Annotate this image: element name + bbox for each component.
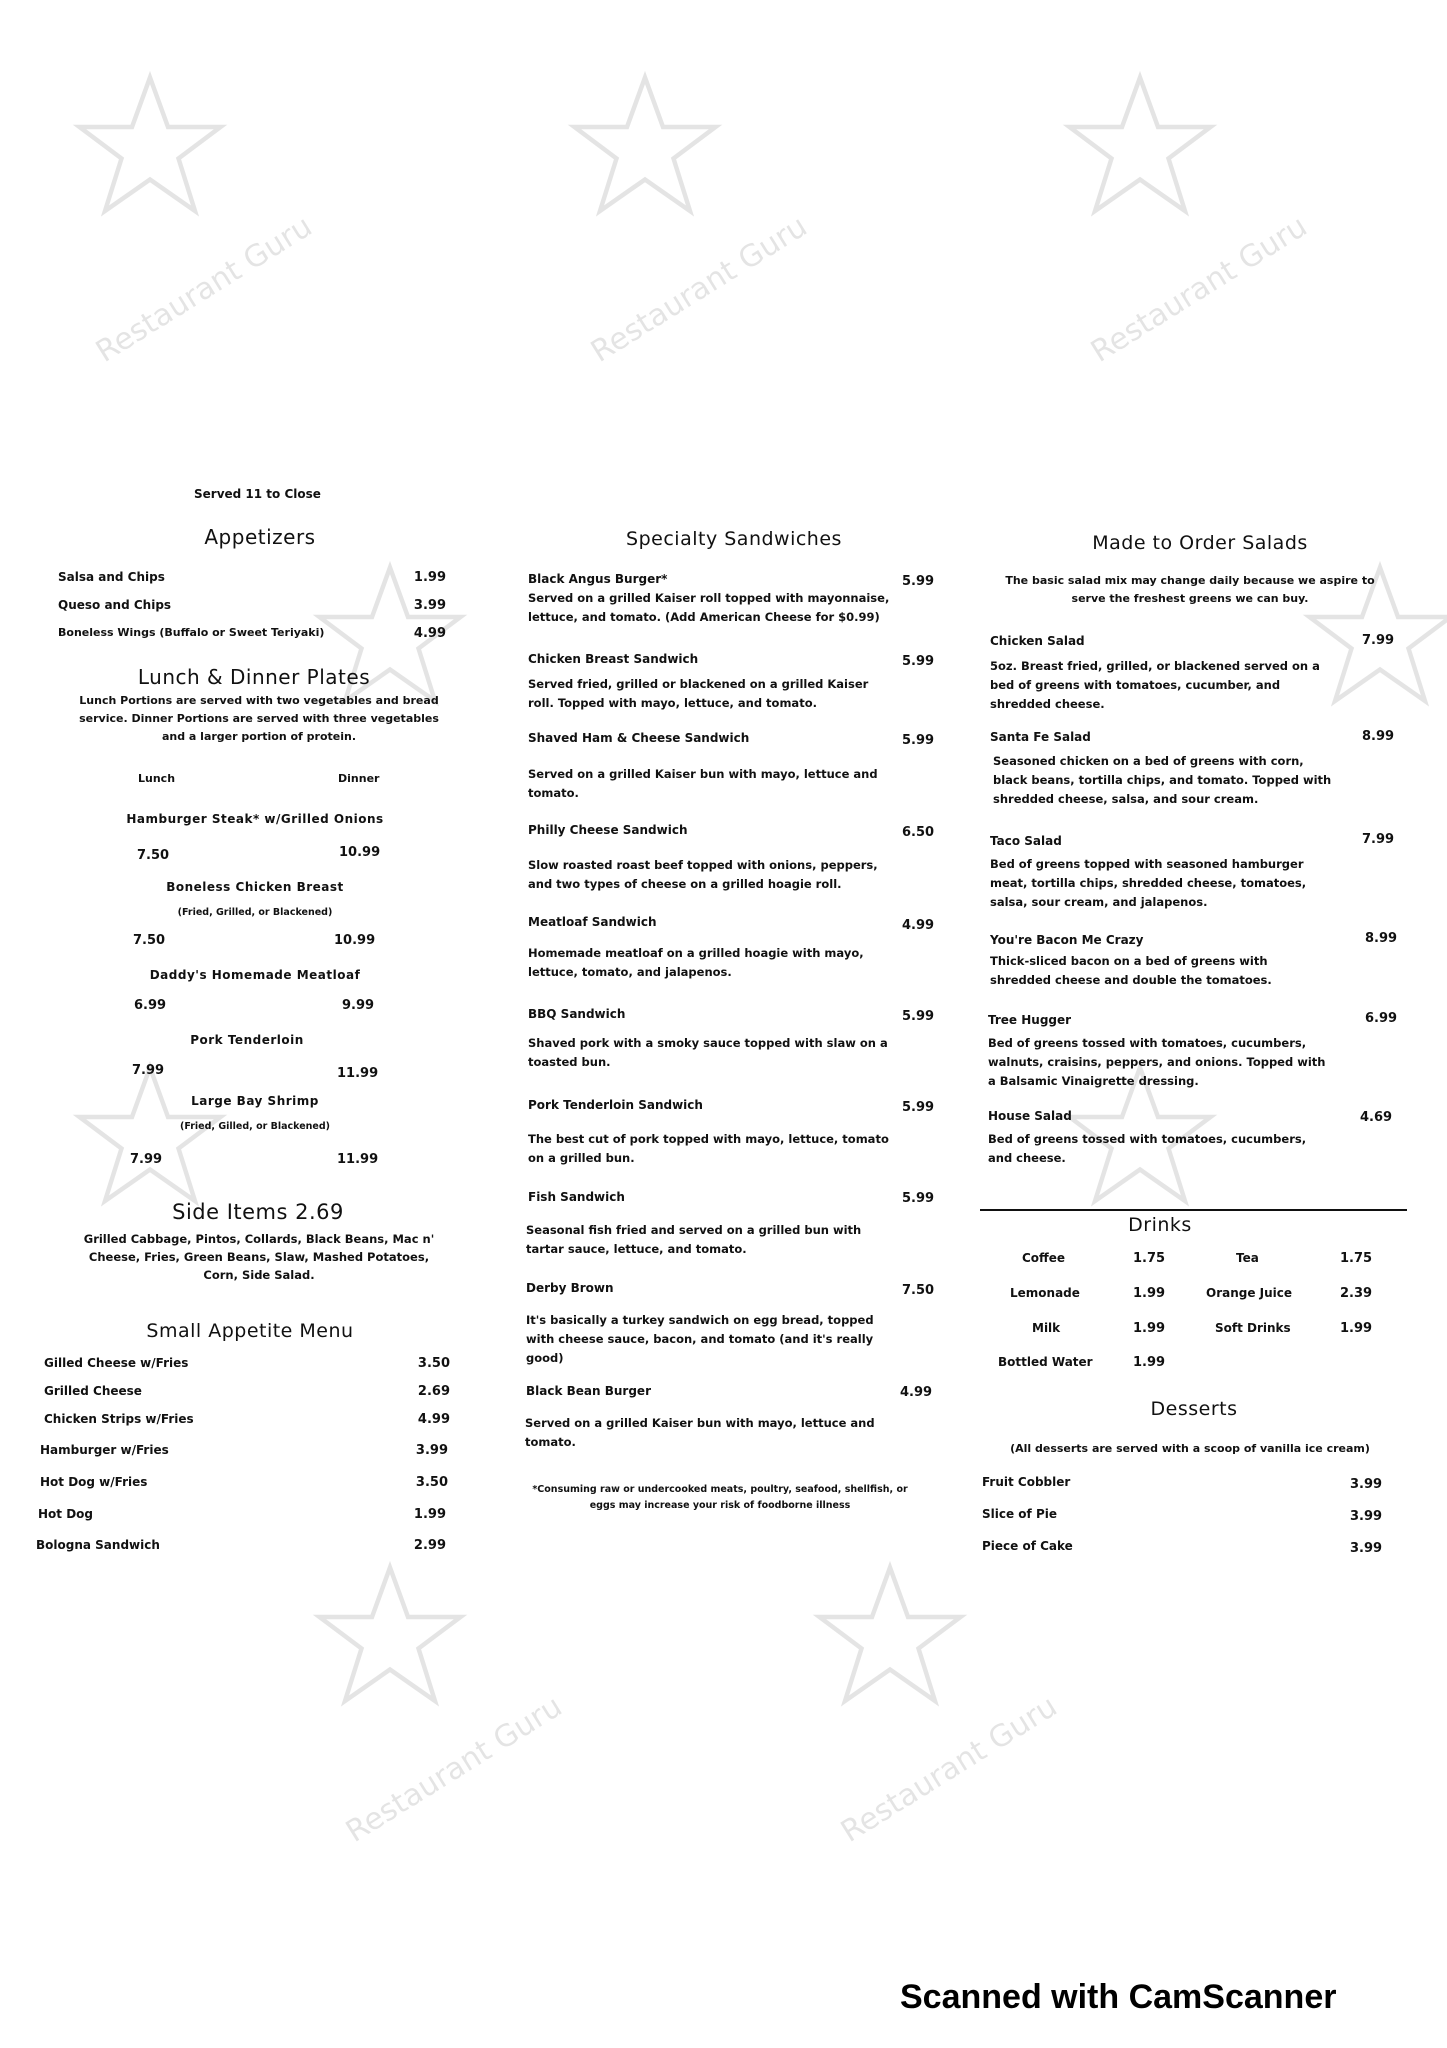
plate-name: Pork Tenderloin <box>190 1033 304 1047</box>
plate-name: Boneless Chicken Breast <box>166 880 344 894</box>
plate-dinner-price: 10.99 <box>334 933 376 948</box>
sandwich-price: 4.99 <box>902 918 935 933</box>
salad-price: 4.69 <box>1360 1110 1393 1125</box>
drink-price: 1.99 <box>1340 1321 1373 1336</box>
scanner-footer: Scanned with CamScanner <box>900 1978 1337 2016</box>
watermark-logo-icon <box>565 70 725 220</box>
plate-dinner-price: 11.99 <box>337 1152 379 1167</box>
appetizers-title: Appetizers <box>204 525 316 549</box>
salad-desc: Bed of greens tossed with tomatoes, cucumbers, and cheese. <box>988 1132 1307 1165</box>
dinner-header: Dinner <box>338 772 380 785</box>
dessert-price: 3.99 <box>1350 1509 1383 1524</box>
small-menu-title: Small Appetite Menu <box>146 1320 354 1342</box>
sandwich-name: Fish Sandwich <box>528 1190 625 1204</box>
small-item: Hot Dog 1.99 <box>38 1507 446 1522</box>
sandwich-desc: Served fried, grilled or blackened on a grilled Kaiser roll. Topped with mayo, lettuce, and tomato. <box>528 677 869 710</box>
small-item: Hot Dog w/Fries 3.50 <box>40 1475 448 1490</box>
sandwich-price: 7.50 <box>902 1283 935 1298</box>
drinks-title: Drinks <box>1128 1214 1192 1236</box>
salad-name: Chicken Salad <box>990 634 1085 648</box>
plates-note: Lunch Portions are served with two vegetables and bread service. Dinner Portions are served with three vegetables and a larger portion of protein. <box>79 694 439 743</box>
plate-dinner-price: 10.99 <box>339 845 381 860</box>
sandwich-desc: Served on a grilled Kaiser roll topped with mayonnaise, lettuce, and tomato. (Add American Cheese for $0.99) <box>528 591 890 624</box>
salad-price: 8.99 <box>1365 931 1398 946</box>
appetizer-item: Queso and Chips 3.99 <box>58 598 446 613</box>
sandwiches-title: Specialty Sandwiches <box>626 528 842 550</box>
section-divider <box>980 1209 1407 1211</box>
plate-lunch-price: 7.99 <box>132 1063 165 1078</box>
foodborne-notice: *Consuming raw or undercooked meats, poultry, seafood, shellfish, or eggs may increase your risk of foodborne illness <box>532 1484 908 1511</box>
salads-title: Made to Order Salads <box>1092 532 1308 554</box>
drink-name: Orange Juice <box>1206 1286 1293 1300</box>
plate-name: Daddy's Homemade Meatloaf <box>149 968 361 982</box>
sandwich-desc: The best cut of pork topped with mayo, lettuce, tomato on a grilled bun. <box>528 1132 889 1165</box>
sandwich-desc: Served on a grilled Kaiser bun with mayo, lettuce and tomato. <box>528 767 878 800</box>
salad-name: Tree Hugger <box>988 1013 1072 1027</box>
salad-name: Taco Salad <box>990 834 1062 848</box>
drink-price: 1.99 <box>1133 1355 1166 1370</box>
drink-price: 1.99 <box>1133 1321 1166 1336</box>
watermark-text: Restaurant Guru <box>90 208 319 370</box>
dessert-name: Slice of Pie <box>982 1507 1057 1521</box>
salads-note: The basic salad mix may change daily because we aspire to serve the freshest greens we can buy. <box>1005 574 1375 605</box>
drink-name: Milk <box>1032 1321 1061 1335</box>
watermark-text: Restaurant Guru <box>835 1688 1064 1850</box>
sandwich-name: Pork Tenderloin Sandwich <box>528 1098 703 1112</box>
small-item: Bologna Sandwich 2.99 <box>36 1538 446 1553</box>
sandwich-price: 5.99 <box>902 1009 935 1024</box>
plates-title: Lunch & Dinner Plates <box>137 665 371 689</box>
salad-price: 7.99 <box>1362 633 1395 648</box>
drink-name: Coffee <box>1022 1251 1066 1265</box>
plate-lunch-price: 7.50 <box>137 848 170 863</box>
plate-dinner-price: 9.99 <box>342 998 375 1013</box>
sandwich-name: BBQ Sandwich <box>528 1007 626 1021</box>
small-item: Gilled Cheese w/Fries 3.50 <box>44 1356 450 1371</box>
watermark-text: Restaurant Guru <box>1085 208 1314 370</box>
salad-desc: Seasoned chicken on a bed of greens with corn, black beans, tortilla chips, and tomato. Topped with shredded cheese, salsa, and sour cream. <box>993 754 1332 806</box>
watermark-logo-icon <box>70 1060 230 1210</box>
dessert-price: 3.99 <box>1350 1541 1383 1556</box>
plate-name: Hamburger Steak* w/Grilled Onions <box>126 812 384 826</box>
salad-name: House Salad <box>988 1109 1072 1123</box>
appetizer-item: Salsa and Chips 1.99 <box>58 570 446 585</box>
sandwich-price: 5.99 <box>902 733 935 748</box>
desserts-note: (All desserts are served with a scoop of vanilla ice cream) <box>1010 1442 1370 1455</box>
drink-price: 1.75 <box>1133 1251 1166 1266</box>
sandwich-name: Shaved Ham & Cheese Sandwich <box>528 731 750 745</box>
dessert-name: Piece of Cake <box>982 1539 1073 1553</box>
sandwich-price: 5.99 <box>902 574 935 589</box>
drink-name: Soft Drinks <box>1215 1321 1291 1335</box>
sandwich-name: Derby Brown <box>526 1281 614 1295</box>
sandwich-desc: Served on a grilled Kaiser bun with mayo, lettuce and tomato. <box>525 1416 875 1449</box>
sides-text: Grilled Cabbage, Pintos, Collards, Black Beans, Mac n' Cheese, Fries, Green Beans, Slaw, Mashed Potatoes, Corn, Side Salad. <box>83 1232 435 1282</box>
plate-dinner-price: 11.99 <box>337 1066 379 1081</box>
watermark-logo-icon <box>70 70 230 220</box>
salad-name: You're Bacon Me Crazy <box>990 933 1144 947</box>
sandwich-price: 4.99 <box>900 1385 933 1400</box>
salad-price: 6.99 <box>1365 1011 1398 1026</box>
sandwich-name: Black Bean Burger <box>526 1384 651 1398</box>
sandwich-desc: Seasonal fish fried and served on a grilled bun with tartar sauce, lettuce, and tomato. <box>526 1223 862 1256</box>
sandwich-price: 5.99 <box>902 1191 935 1206</box>
drink-name: Bottled Water <box>998 1355 1093 1369</box>
drink-name: Lemonade <box>1010 1286 1080 1300</box>
served-hours: Served 11 to Close <box>194 487 321 501</box>
sandwich-name: Chicken Breast Sandwich <box>528 652 699 666</box>
dessert-price: 3.99 <box>1350 1477 1383 1492</box>
salad-desc: Thick-sliced bacon on a bed of greens with shredded cheese and double the tomatoes. <box>990 954 1272 987</box>
dessert-name: Fruit Cobbler <box>982 1475 1071 1489</box>
salad-price: 8.99 <box>1362 729 1395 744</box>
plate-sub: (Fried, Grilled, or Blackened) <box>177 907 333 918</box>
plate-lunch-price: 7.50 <box>133 933 166 948</box>
salad-price: 7.99 <box>1362 832 1395 847</box>
watermark-text: Restaurant Guru <box>340 1688 569 1850</box>
sandwich-desc: It's basically a turkey sandwich on egg bread, topped with cheese sauce, bacon, and tomato (and it's really good) <box>526 1313 874 1365</box>
watermark-logo-icon <box>1060 70 1220 220</box>
salad-desc: Bed of greens topped with seasoned hamburger meat, tortilla chips, shredded cheese, tomatoes, salsa, sour cream, and jalapenos. <box>990 857 1307 909</box>
drink-name: Tea <box>1236 1251 1259 1265</box>
drink-price: 1.75 <box>1340 1251 1373 1266</box>
sandwich-price: 5.99 <box>902 654 935 669</box>
sandwich-price: 5.99 <box>902 1100 935 1115</box>
plate-lunch-price: 6.99 <box>134 998 167 1013</box>
drink-price: 1.99 <box>1133 1286 1166 1301</box>
plate-sub: (Fried, Gilled, or Blackened) <box>180 1121 330 1132</box>
plate-name: Large Bay Shrimp <box>191 1094 319 1108</box>
watermark-text: Restaurant Guru <box>585 208 814 370</box>
small-item: Chicken Strips w/Fries 4.99 <box>44 1412 450 1427</box>
sandwich-price: 6.50 <box>902 825 935 840</box>
drink-price: 2.39 <box>1340 1286 1373 1301</box>
salad-desc: 5oz. Breast fried, grilled, or blackened served on a bed of greens with tomatoes, cucumber, and shredded cheese. <box>990 659 1320 711</box>
salad-name: Santa Fe Salad <box>990 730 1091 744</box>
watermark-logo-icon <box>810 1560 970 1710</box>
sandwich-name: Philly Cheese Sandwich <box>528 823 688 837</box>
appetizer-item: Boneless Wings (Buffalo or Sweet Teriyaki) 4.99 <box>58 626 446 641</box>
small-item: Hamburger w/Fries 3.99 <box>40 1443 448 1458</box>
salad-desc: Bed of greens tossed with tomatoes, cucumbers, walnuts, craisins, peppers, and onions. Topped with a Balsamic Vinaigrette dressing. <box>988 1036 1326 1088</box>
sandwich-desc: Shaved pork with a smoky sauce topped with slaw on a toasted bun. <box>528 1036 888 1069</box>
sandwich-name: Black Angus Burger* <box>528 572 668 586</box>
sandwich-name: Meatloaf Sandwich <box>528 915 657 929</box>
lunch-header: Lunch <box>138 772 176 785</box>
sandwich-desc: Slow roasted roast beef topped with onions, peppers, and two types of cheese on a grilled hoagie roll. <box>528 858 878 891</box>
plate-lunch-price: 7.99 <box>130 1152 163 1167</box>
sides-title: Side Items 2.69 <box>172 1200 344 1224</box>
desserts-title: Desserts <box>1150 1398 1238 1420</box>
watermark-logo-icon <box>310 1560 470 1710</box>
sandwich-desc: Homemade meatloaf on a grilled hoagie with mayo, lettuce, tomato, and jalapenos. <box>528 946 864 979</box>
small-item: Grilled Cheese 2.69 <box>44 1384 450 1399</box>
